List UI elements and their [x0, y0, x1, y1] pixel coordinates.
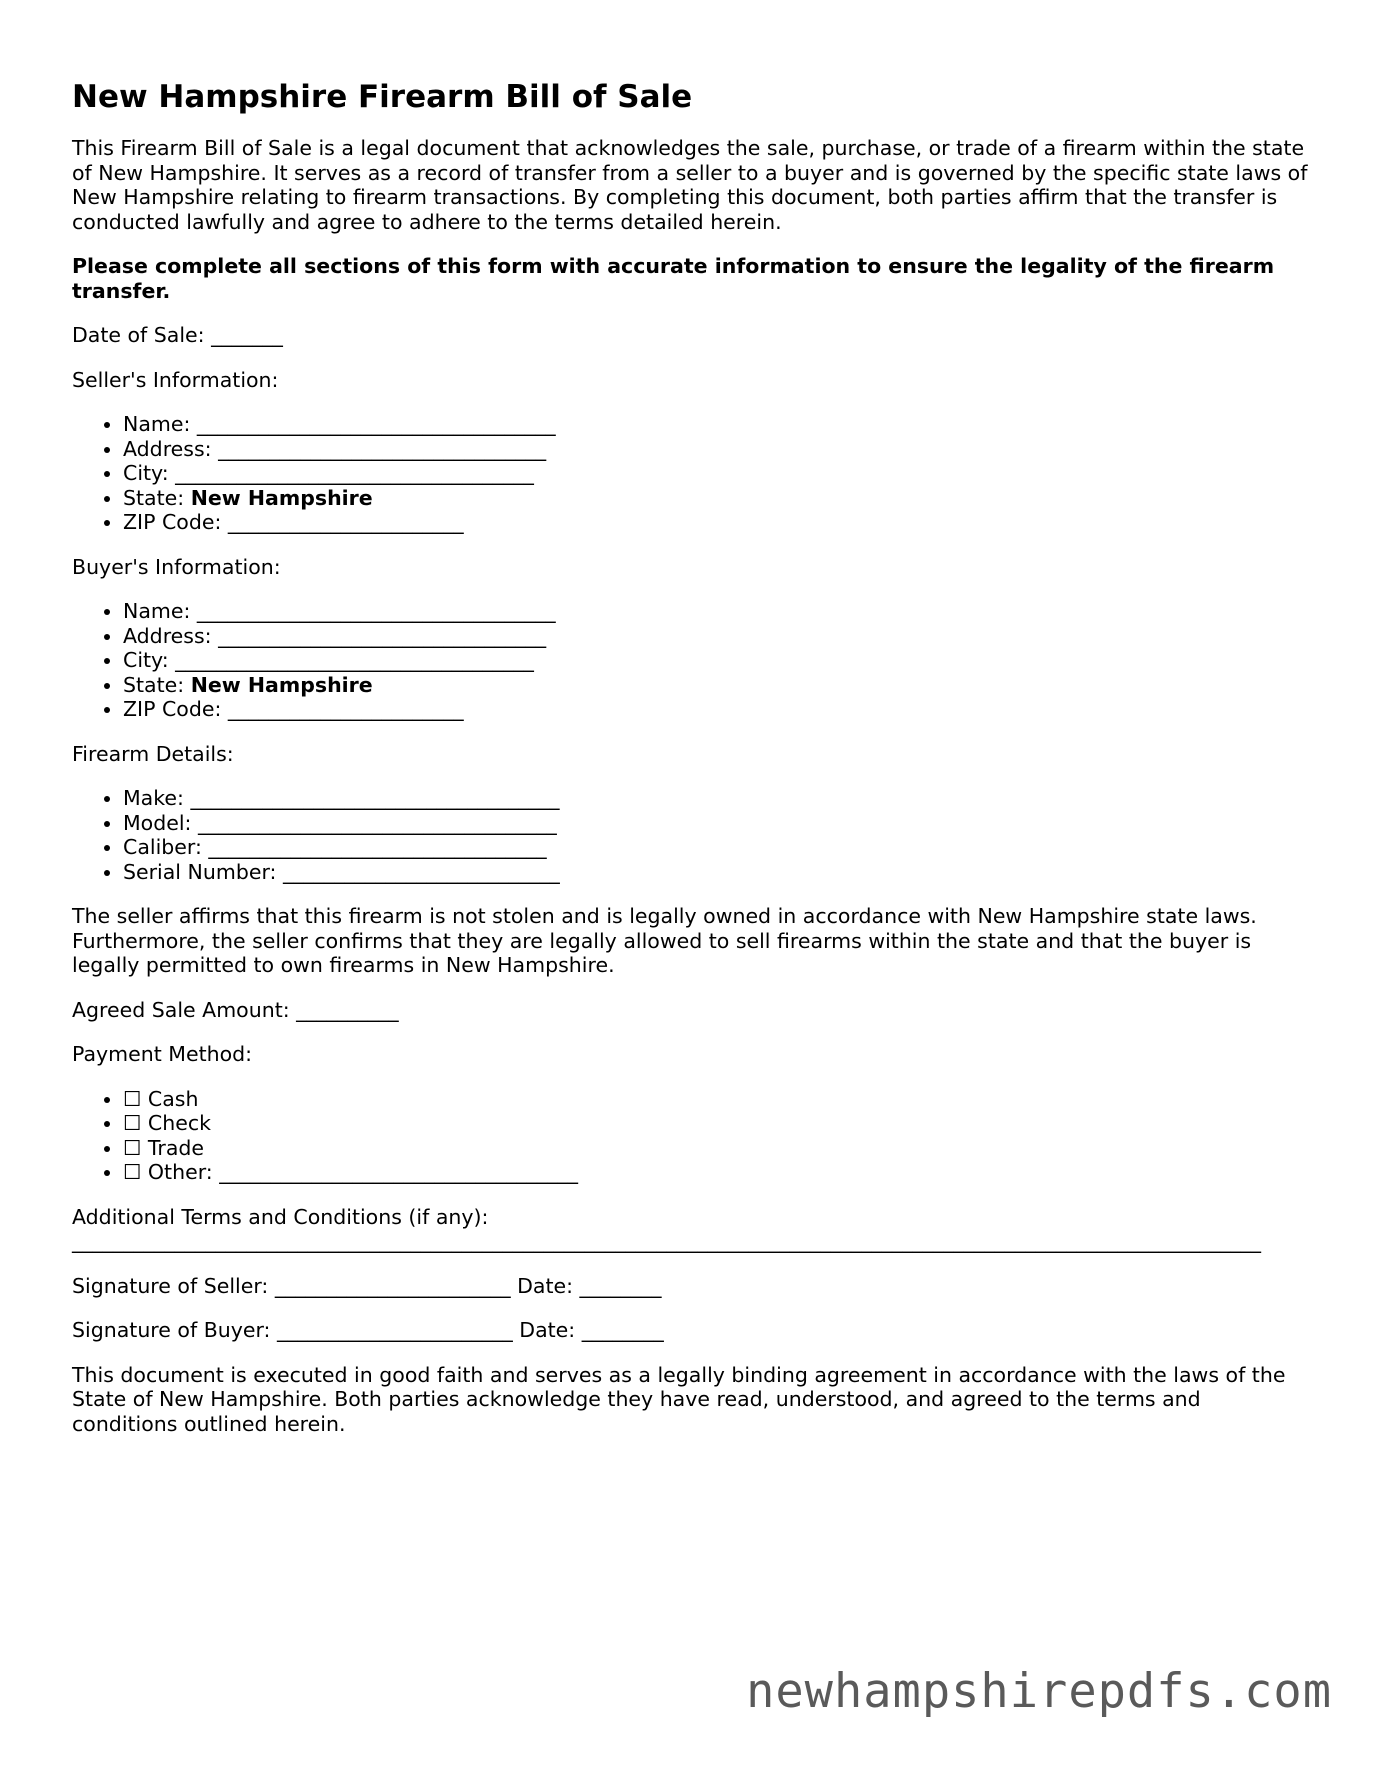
other-label: Other: [147, 1160, 213, 1184]
payment-method-list [72, 1087, 1312, 1185]
buyer-zip-label: ZIP Code: [123, 697, 222, 721]
check-label: Check [147, 1111, 211, 1135]
list-item [123, 486, 1312, 511]
date-of-sale-label: Date of Sale: [72, 323, 205, 347]
additional-terms-label: Additional Terms and Conditions (if any): [72, 1204, 489, 1229]
document-page [72, 78, 1312, 1456]
list-item [123, 697, 1312, 722]
other-blank[interactable]: ___________________________________ [219, 1160, 578, 1184]
firearm-make-label: Make: [123, 786, 184, 810]
seller-heading: Seller's Information: [72, 367, 279, 392]
sale-amount-blank[interactable]: __________ [296, 997, 399, 1022]
firearm-model-label: Model: [123, 810, 192, 835]
buyer-heading: Buyer's Information: [72, 554, 281, 579]
buyer-state-label: State: [123, 672, 185, 697]
list-item [123, 673, 1312, 698]
buyer-state-value: New Hampshire [190, 672, 373, 697]
seller-state-value: New Hampshire [190, 485, 373, 510]
list-item [123, 1136, 1312, 1161]
firearm-caliber-label: Caliber: [123, 835, 202, 859]
date-of-sale-blank[interactable]: _______ [211, 323, 283, 347]
list-item [123, 437, 1312, 462]
date-of-sale-line [72, 323, 1312, 348]
seller-signature-label: Signature of Seller: [72, 1273, 269, 1298]
closing-paragraph: This document is executed in good faith and serves as a legally binding agreement in accordance with the laws of the State of New Hampshire. Both parties acknowledge they have read, understood, and agreed to the terms and conditions outlined herein. [72, 1362, 1286, 1436]
buyer-city-blank[interactable]: ___________________________________ [175, 648, 534, 672]
sale-amount-line [72, 998, 1312, 1023]
buyer-name-label: Name: [123, 599, 191, 623]
seller-address-label: Address: [123, 436, 212, 461]
buyer-signature-label: Signature of Buyer: [72, 1318, 271, 1342]
buyer-name-blank[interactable]: ___________________________________ [196, 599, 556, 623]
list-item [123, 624, 1312, 649]
list-item [123, 510, 1312, 535]
affirmation-paragraph: The seller affirms that this firearm is not stolen and is legally owned in accordance with New Hampshire state laws. Furthermore, the seller confirms that they are legally allowed to sell firearms within the state and that the buyer is legally permitted to own firearms in New Hampshire. [72, 904, 1257, 977]
list-item [123, 786, 1312, 811]
list-item [123, 811, 1312, 836]
seller-city-blank[interactable]: ___________________________________ [175, 461, 534, 485]
list-item [123, 461, 1312, 486]
buyer-date-label: Date: [519, 1318, 576, 1342]
buyer-signature-line [72, 1318, 1312, 1343]
trade-label: Trade [147, 1135, 205, 1160]
other-checkbox[interactable]: ☐ [123, 1160, 142, 1184]
buyer-date-blank[interactable]: ________ [581, 1318, 664, 1342]
seller-name-blank[interactable]: ___________________________________ [196, 412, 556, 436]
list-item [123, 860, 1312, 885]
list-item [123, 599, 1312, 624]
trade-checkbox[interactable]: ☐ [123, 1135, 142, 1160]
firearm-caliber-blank[interactable]: _________________________________ [208, 835, 547, 859]
seller-date-label: Date: [517, 1273, 574, 1298]
seller-signature-line [72, 1274, 1312, 1299]
instruction-paragraph: Please complete all sections of this form with accurate information to ensure the legality of the firearm transfer. [72, 254, 1275, 303]
list-item [123, 1087, 1312, 1112]
additional-terms-section [72, 1205, 1312, 1254]
site-watermark: newhampshirepdfs.com [746, 1664, 1332, 1719]
buyer-info-list [72, 599, 1312, 722]
firearm-details-list [72, 786, 1312, 884]
buyer-address-blank[interactable]: ________________________________ [218, 623, 547, 648]
buyer-city-label: City: [123, 648, 169, 672]
document-title: New Hampshire Firearm Bill of Sale [72, 79, 693, 115]
seller-zip-blank[interactable]: _______________________ [227, 510, 464, 534]
cash-label: Cash [147, 1086, 199, 1111]
list-item [123, 1111, 1312, 1136]
check-checkbox[interactable]: ☐ [123, 1111, 142, 1135]
seller-address-blank[interactable]: ________________________________ [218, 436, 547, 461]
buyer-zip-blank[interactable]: _______________________ [227, 697, 464, 721]
payment-heading: Payment Method: [72, 1042, 253, 1066]
seller-state-label: State: [123, 485, 185, 510]
additional-terms-blank[interactable]: ____________________________________________________________________________________________________________________ [72, 1229, 1261, 1253]
seller-name-label: Name: [123, 412, 191, 436]
cash-checkbox[interactable]: ☐ [123, 1086, 142, 1111]
buyer-address-label: Address: [123, 623, 212, 648]
list-item [123, 412, 1312, 437]
sale-amount-label: Agreed Sale Amount: [72, 997, 290, 1022]
seller-info-list [72, 412, 1312, 535]
list-item [123, 835, 1312, 860]
firearm-serial-blank[interactable]: ___________________________ [282, 859, 560, 884]
seller-signature-blank[interactable]: _______________________ [274, 1273, 511, 1298]
firearm-heading: Firearm Details: [72, 741, 234, 766]
list-item [123, 648, 1312, 673]
seller-date-blank[interactable]: ________ [579, 1273, 662, 1298]
firearm-serial-label: Serial Number: [123, 859, 277, 884]
list-item [123, 1160, 1312, 1185]
buyer-signature-blank[interactable]: _______________________ [277, 1318, 513, 1342]
seller-city-label: City: [123, 461, 169, 485]
seller-zip-label: ZIP Code: [123, 510, 222, 534]
firearm-make-blank[interactable]: ____________________________________ [190, 786, 560, 810]
firearm-model-blank[interactable]: ___________________________________ [198, 810, 557, 835]
intro-paragraph: This Firearm Bill of Sale is a legal document that acknowledges the sale, purchase, or trade of a firearm within the state of New Hampshire. It serves as a record of transfer from a seller to a buyer and is governed by the specific state laws of New Hampshire relating to firearm transactions. By completing this document, both parties affirm that the transfer is conducted lawfully and agree to adhere to the terms detailed herein. [72, 136, 1308, 234]
